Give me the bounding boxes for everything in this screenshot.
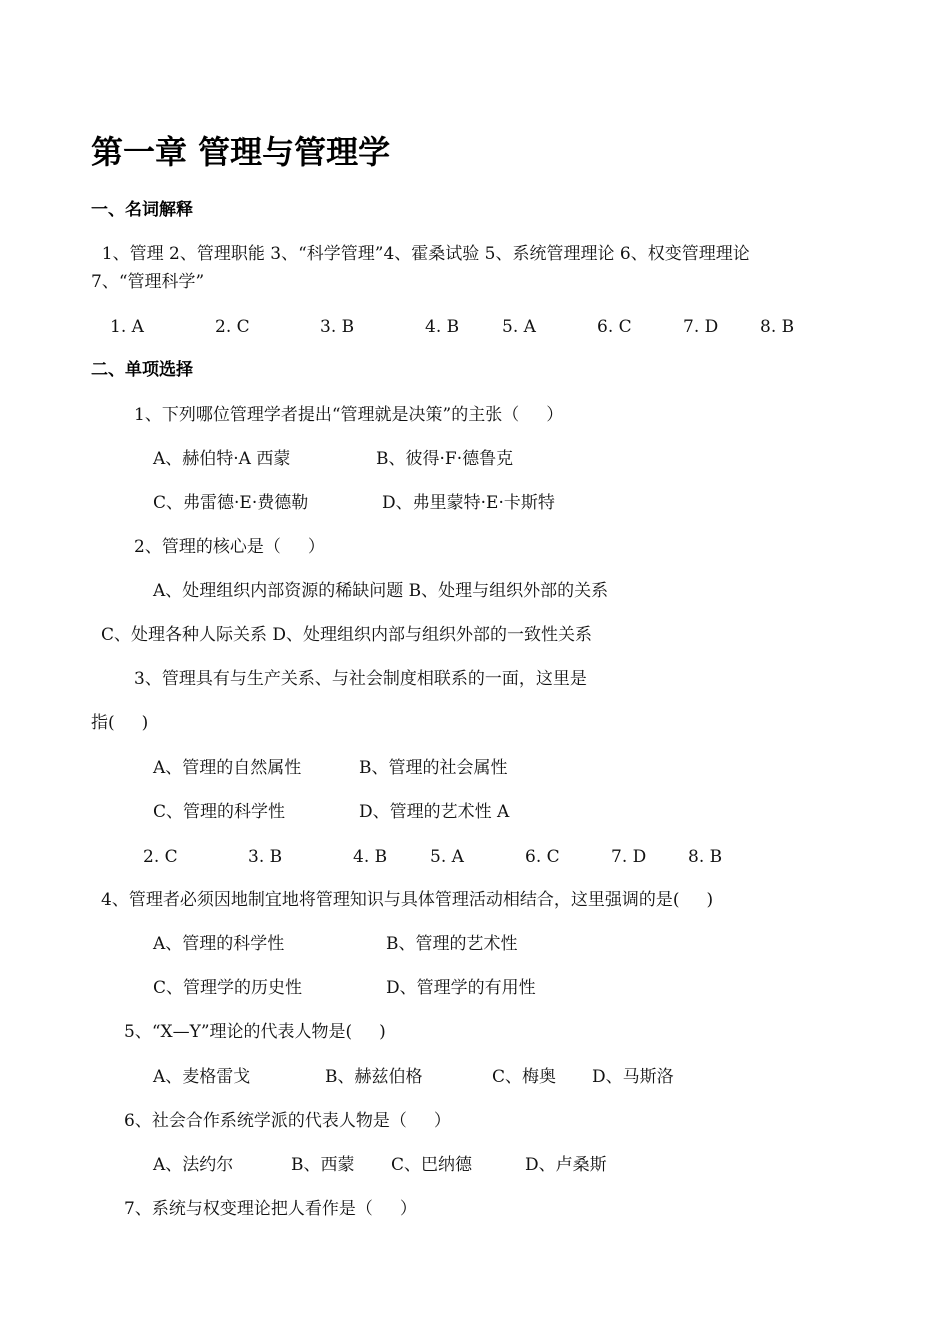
question-7-stem: 7、系统与权变理论把人看作是（ ） [124, 1199, 417, 1219]
question-6-option-c: C、巴纳德 [391, 1155, 473, 1175]
question-6-option-a: A、法约尔 [153, 1155, 234, 1175]
question-1-option-c: C、弗雷德·E·费德勒 [153, 493, 309, 513]
answer-item: 3. B [248, 847, 283, 867]
question-4-option-b: B、管理的艺术性 [386, 934, 518, 954]
question-2-options-cd: C、处理各种人际关系 D、处理组织内部与组织外部的一致性关系 [101, 625, 593, 645]
question-1-stem: 1、下列哪位管理学者提出“管理就是决策”的主张（ ） [134, 405, 564, 425]
question-1-option-a: A、赫伯特·A 西蒙 [153, 449, 291, 469]
chapter-title: 第一章 管理与管理学 [91, 133, 391, 171]
question-3-stem-line-2: 指( ) [91, 713, 149, 733]
answer-item: 5. A [430, 847, 464, 867]
question-5-option-d: D、马斯洛 [592, 1067, 674, 1087]
question-5-option-b: B、赫兹伯格 [325, 1067, 423, 1087]
answer-item: 6. C [525, 847, 560, 867]
answer-item: 3. B [320, 317, 355, 337]
question-4-option-c: C、管理学的历史性 [153, 978, 303, 998]
question-6-option-b: B、西蒙 [291, 1155, 355, 1175]
question-3-option-a: A、管理的自然属性 [153, 758, 302, 778]
terms-line-2: 7、“管理科学” [91, 272, 205, 292]
question-5-option-c: C、梅奥 [492, 1067, 557, 1087]
terms-line-1: 1、管理 2、管理职能 3、“科学管理”4、霍桑试验 5、系统管理理论 6、权变管理理论 [91, 244, 750, 264]
section-heading-single-choice: 二、单项选择 [91, 360, 193, 380]
question-5-option-a: A、麦格雷戈 [153, 1067, 251, 1087]
question-6-option-d: D、卢桑斯 [525, 1155, 607, 1175]
question-3-option-b: B、管理的社会属性 [359, 758, 508, 778]
question-1-option-d: D、弗里蒙特·E·卡斯特 [382, 493, 555, 513]
answer-item: 2. C [215, 317, 250, 337]
question-4-stem: 4、管理者必须因地制宜地将管理知识与具体管理活动相结合，这里强调的是( ) [101, 890, 714, 910]
answer-item: 2. C [143, 847, 178, 867]
answer-item: 7. D [611, 847, 647, 867]
section-heading-terms: 一、名词解释 [91, 200, 193, 220]
answer-item: 4. B [425, 317, 460, 337]
question-2-stem: 2、管理的核心是（ ） [134, 537, 325, 557]
question-4-option-d: D、管理学的有用性 [386, 978, 536, 998]
question-4-option-a: A、管理的科学性 [153, 934, 285, 954]
answer-item: 8. B [688, 847, 723, 867]
question-3-option-c: C、管理的科学性 [153, 802, 286, 822]
question-3-stem-line-1: 3、管理具有与生产关系、与社会制度相联系的一面，这里是 [134, 669, 587, 689]
question-6-stem: 6、社会合作系统学派的代表人物是（ ） [124, 1111, 451, 1131]
question-5-stem: 5、“X—Y”理论的代表人物是( ) [124, 1022, 386, 1042]
question-2-options-ab: A、处理组织内部资源的稀缺问题 B、处理与组织外部的关系 [153, 581, 609, 601]
question-3-option-d: D、管理的艺术性 A [359, 802, 510, 822]
answer-item: 1. A [110, 317, 144, 337]
answer-item: 5. A [502, 317, 536, 337]
answer-item: 4. B [353, 847, 388, 867]
answer-item: 6. C [597, 317, 632, 337]
question-1-option-b: B、彼得·F·德鲁克 [376, 449, 514, 469]
answer-item: 7. D [683, 317, 719, 337]
answer-item: 8. B [760, 317, 795, 337]
